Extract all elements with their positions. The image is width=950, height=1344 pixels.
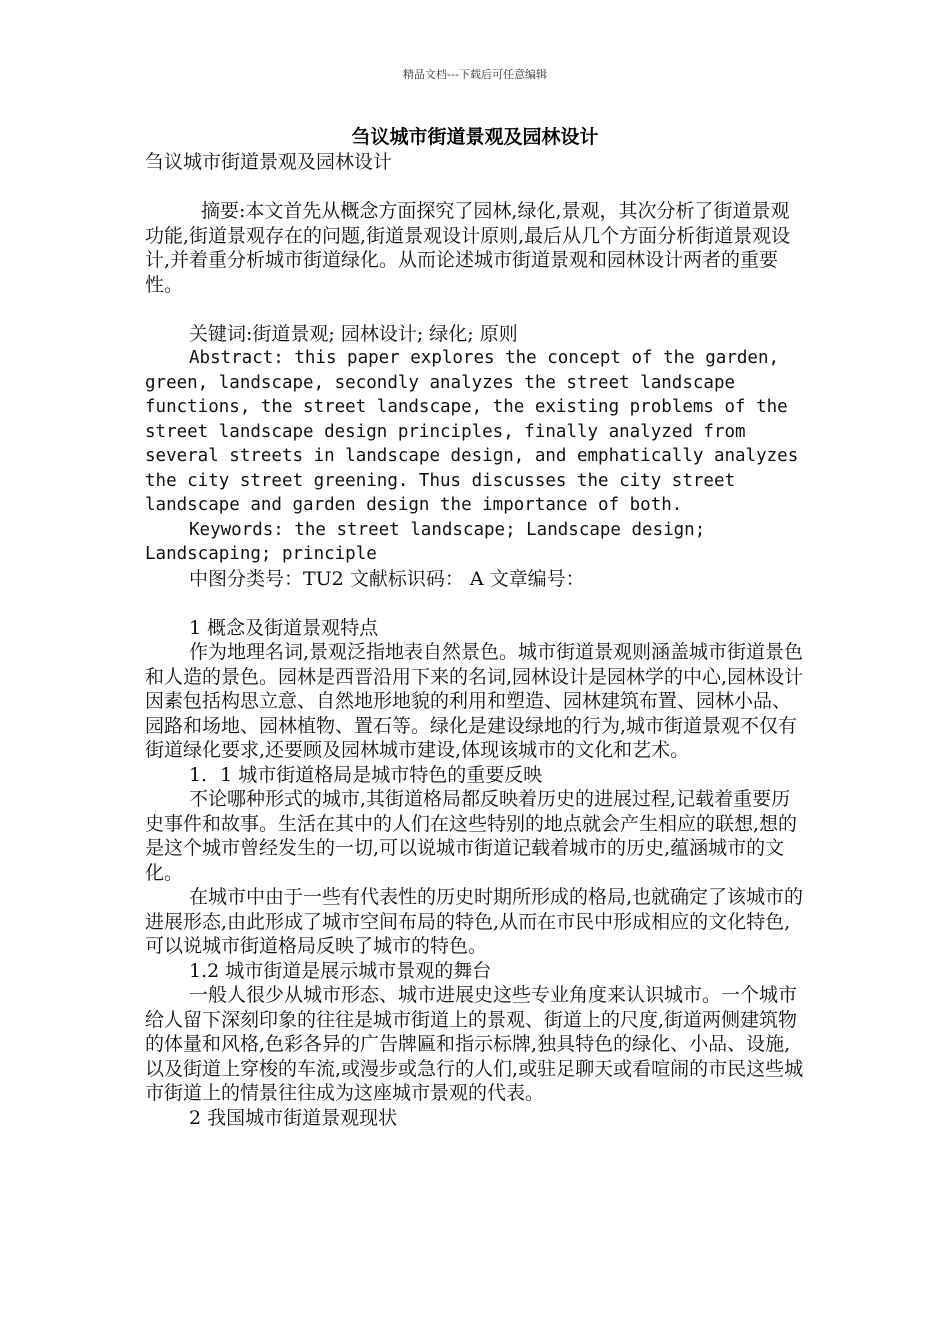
section-1-1-paragraph-1: 不论哪种形式的城市,其街道格局都反映着历史的进展过程,记载着重要历史事件和故事。生活在其中的人们在这些特别的地点就会产生相应的联想,想的是这个城市曾经发生的一切,可以说城市街道记载着城市的历史,蕴涵城市的文化。 [145, 788, 798, 884]
keywords-english: Keywords: the street landscape; Landscape design; Landscaping; principle [145, 519, 706, 564]
classification-line: 中图分类号：TU2 文献标识码： A 文章编号： [189, 567, 585, 590]
document-title: 刍议城市街道景观及园林设计 [351, 126, 599, 148]
document-body [145, 150, 805, 1130]
section-1-paragraph: 作为地理名词,景观泛指地表自然景色。城市街道景观则涵盖城市街道景色和人造的景色。园林是西晋沿用下来的名词,园林设计是园林学的中心,园林设计因素包括构思立意、自然地形地貌的利用和塑造、园林建筑布置、园林小品、园路和场地、园林植物、置石等。绿化是建设绿地的行为,城市街道景观不仅有街道绿化要求,还要顾及园林城市建设,体现该城市的文化和艺术。 [145, 641, 804, 761]
section-2-heading: 2 我国城市街道景观现状 [189, 1106, 398, 1129]
section-1-2-paragraph: 一般人很少从城市形态、城市进展史这些专业角度来认识城市。一个城市给人留下深刻印象的往往是城市街道上的景观、街道上的尺度,街道两侧建筑物的体量和风格,色彩各异的广告牌匾和指示标牌,独具特色的绿化、小品、设施,以及街道上穿梭的车流,或漫步或急行的人们,或驻足聊天或看喧闹的市民这些城市街道上的情景往往成为这座城市景观的代表。 [145, 984, 804, 1104]
document-subtitle: 刍议城市街道景观及园林设计 [145, 151, 393, 173]
section-1-1-paragraph-2: 在城市中由于一些有代表性的历史时期所形成的格局,也就确定了该城市的进展形态,由此形成了城市空间布局的特色,从而在市民中形成相应的文化特色,可以说城市街道格局反映了城市的特色。 [145, 886, 804, 957]
keywords-chinese: 关键词:街道景观; 园林设计; 绿化; 原则 [189, 322, 518, 345]
abstract-english: Abstract: this paper explores the concept of the garden, green, landscape, secondly analyzes the street landscape functions, the street landscape, the existing problems of the street landscape design principles, finally analyzed from several streets in landscape design, and emphatically analyzes the city street greening. Thus discusses the city street landscape and garden design the importance of both. [145, 348, 799, 515]
page-header-note: 精品文档---下载后可任意编辑 [403, 68, 547, 81]
spacer [145, 175, 805, 200]
spacer [145, 297, 805, 322]
spacer [145, 591, 805, 616]
section-1-heading: 1 概念及街道景观特点 [189, 616, 379, 639]
section-1-2-heading: 1.2 城市街道是展示城市景观的舞台 [189, 959, 492, 982]
abstract-chinese: 摘要:本文首先从概念方面探究了园林,绿化,景观，其次分析了街道景观功能,街道景观存在的问题,街道景观设计原则,最后从几个方面分析街道景观设计,并着重分析城市街道绿化。从而论述城市街道景观和园林设计两者的重要性。 [145, 200, 791, 296]
section-1-1-heading: 1．1 城市街道格局是城市特色的重要反映 [189, 763, 543, 786]
